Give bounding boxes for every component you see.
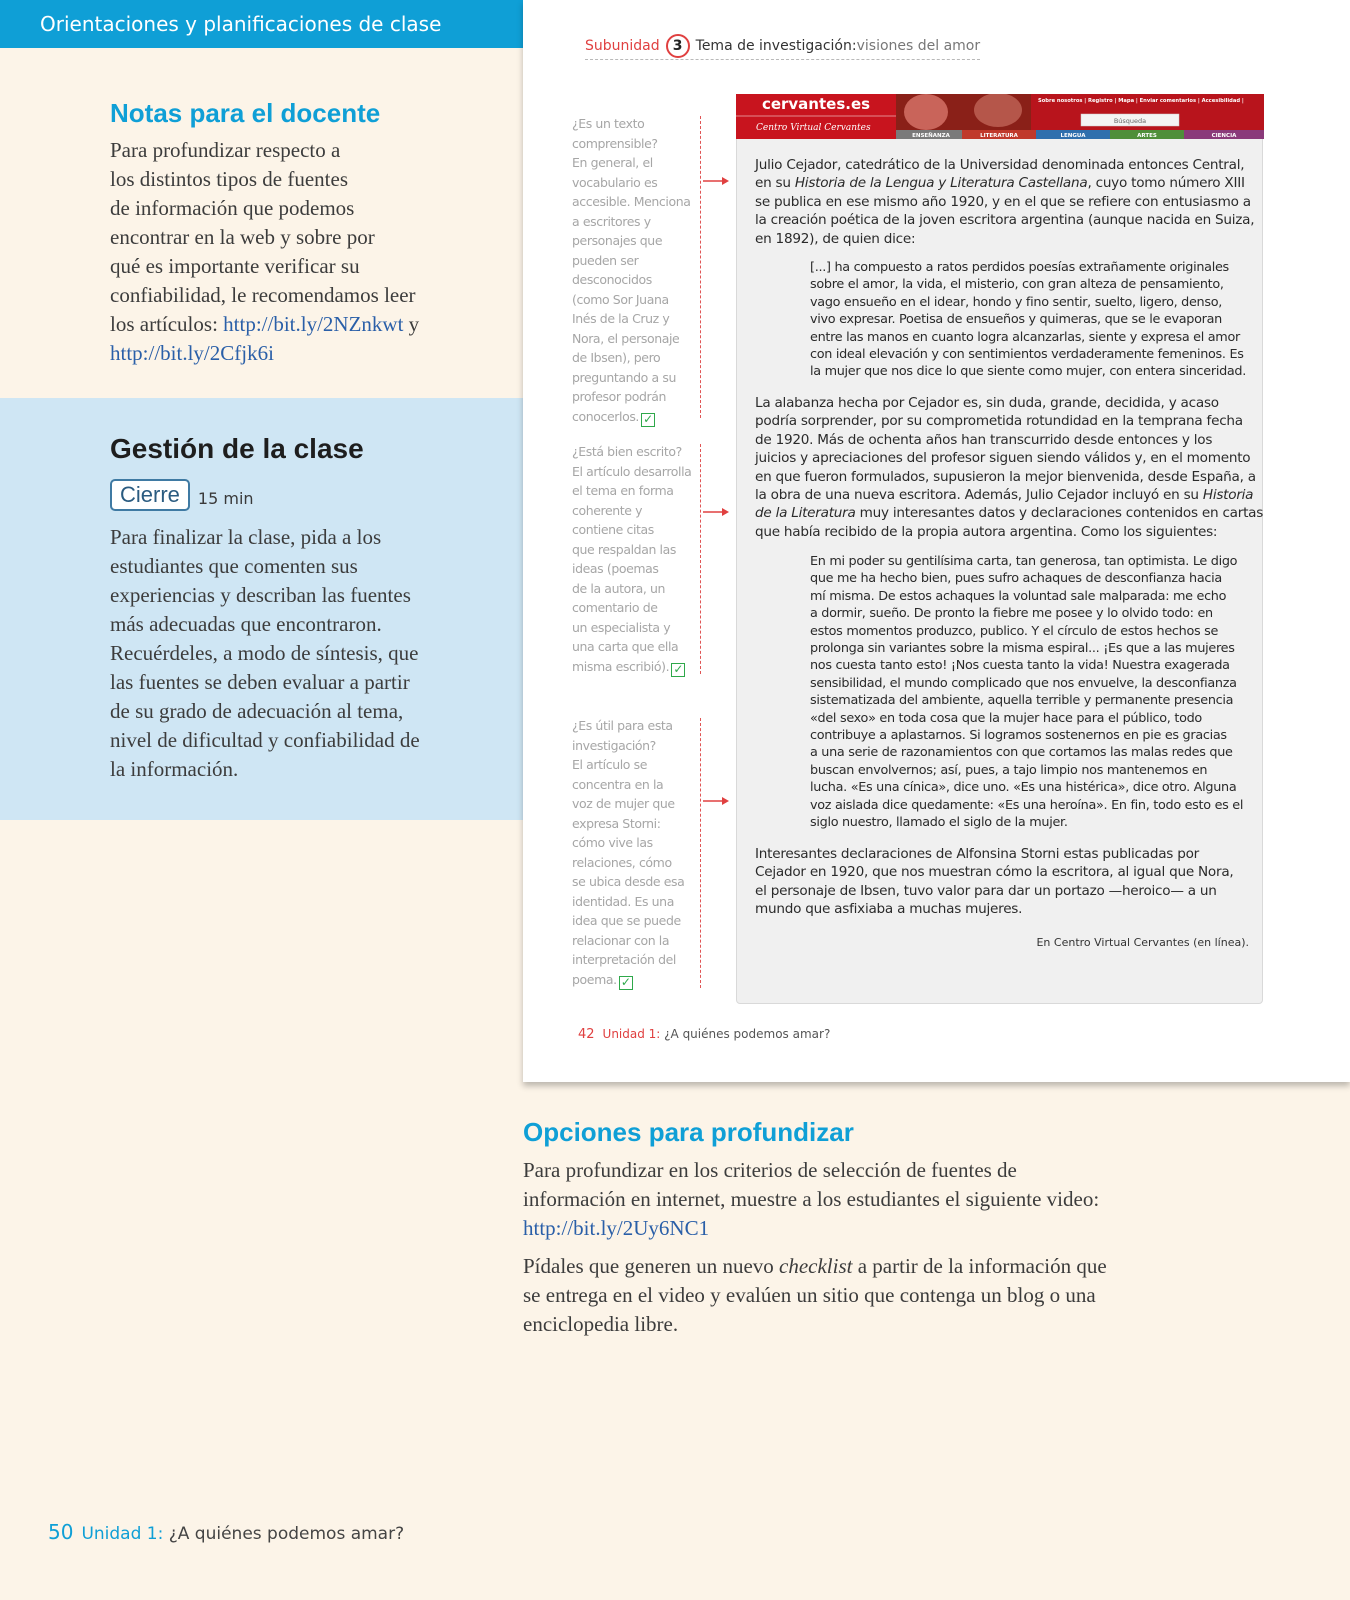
question-line: ¿Está bien escrito? — [572, 444, 682, 459]
article-line: de la Literatura muy interesantes datos y declaraciones contenidos en cartas — [755, 505, 1264, 522]
opciones-title: Opciones para profundizar — [523, 1117, 854, 1147]
opciones-line: se entrega en el video y evalúen un sitio que contenga un blog o una — [523, 1283, 1096, 1307]
opciones-body-1 — [523, 1156, 1323, 1243]
page-footer — [48, 1520, 404, 1544]
question-line: un especialista y — [572, 619, 671, 635]
banner-tab[interactable]: LENGUA — [1060, 133, 1086, 139]
header-title: Orientaciones y planificaciones de clase — [40, 12, 442, 36]
article-line: que había recibido de la propia autora argentina. Como los siguientes: — [755, 523, 1218, 540]
notas-line: los artículos: http://bit.ly/2NZnkwt y — [110, 312, 420, 336]
subunit-number: 3 — [666, 34, 690, 58]
book-unit-label: Unidad 1: — [602, 1027, 661, 1041]
quote-line: entre las manos en cuanto logra alcanzarlas, siente y expresa el amor — [810, 329, 1240, 345]
page-header-band — [0, 0, 523, 48]
article-line: la creación poética de la joven escritora argentina (aunque nacida en Suiza, — [755, 212, 1255, 229]
question-line: de Ibsen), pero — [572, 350, 661, 365]
question-line: voz de mujer que — [572, 796, 675, 811]
dashed-connector — [700, 116, 701, 418]
banner-tab[interactable]: ENSEÑANZA — [912, 133, 950, 139]
quote-line: vago ensueño en el idear, hondo y fino sentir, suelto, ligero, denso, — [810, 294, 1223, 310]
question-line: relaciones, cómo — [572, 854, 672, 870]
quote-line: vivo expresar. Poetisa de ensueños y quimeras, que se le evaporan — [810, 312, 1222, 328]
question-line: el tema en forma — [572, 483, 674, 498]
quote-line: En mi poder su gentilísima carta, tan generosa, tan optimista. Le digo — [810, 554, 1238, 569]
unit-title: ¿A quiénes podemos amar? — [163, 1524, 405, 1544]
quote-line: con ideal elevación y con sentimientos verdaderamente femeninos. Es — [810, 347, 1244, 363]
quote-line: sensibilidad, el mundo complicado que nos envuelve, la desconfianza — [810, 675, 1237, 691]
question-line: misma escribió). ✓ — [572, 657, 702, 677]
opciones-line: información en internet, muestre a los estudiantes el siguiente video: — [523, 1187, 1100, 1211]
book-unit-title: ¿A quiénes podemos amar? — [660, 1027, 831, 1041]
quote-line: contribuye a aplastarnos. Si logramos sostenernos en pie es gracias — [810, 728, 1227, 744]
question-line: profesor podrán — [572, 389, 667, 404]
question-line: una carta que ella — [572, 639, 679, 654]
gestion-line: estudiantes que comenten sus — [110, 554, 358, 578]
question-line: comentario de — [572, 600, 658, 615]
notas-line: qué es importante verificar su — [110, 254, 360, 278]
quote-line: la mujer que nos dice lo que siente como mujer, con entera sinceridad. — [810, 364, 1247, 380]
question-block-escrito — [572, 442, 702, 677]
question-line: identidad. Es una — [572, 893, 674, 909]
question-line: relacionar con la — [572, 932, 670, 948]
article-paragraph-2 — [755, 394, 1275, 541]
gestion-line: Para finalizar la clase, pida a los — [110, 525, 382, 549]
arrow-right-icon — [703, 507, 729, 517]
question-line: coherente y — [572, 502, 643, 518]
article-line: mundo que asfixiaba a muchas mujeres. — [755, 901, 1023, 918]
banner-search[interactable]: Búsqueda — [1113, 117, 1147, 125]
article-line: juicios y apreciaciones del profesor siguen siendo válidos y, en el momento — [755, 450, 1251, 467]
question-line: desconocidos — [572, 272, 652, 287]
quote-line: voz aislada dice quedamente: «Es una heroína». En fin, todo esto es el — [810, 797, 1244, 813]
article-line: en su Historia de la Lengua y Literatura Castellana, cuyo tomo número XIII — [755, 175, 1245, 192]
question-line: ¿Es útil para esta — [572, 718, 673, 733]
notas-line: los distintos tipos de fuentes — [110, 167, 348, 191]
notas-line: de información que podemos — [110, 196, 355, 220]
banner-sub: Centro Virtual Cervantes — [756, 123, 871, 133]
gestion-line: la información. — [110, 757, 239, 781]
article-paragraph-3 — [755, 845, 1275, 919]
gestion-line: de su grado de adecuación al tema, — [110, 699, 404, 723]
quote-line: a una serie de razonamientos con que cortamos las malas redes que — [810, 745, 1233, 761]
quote-line: siglo nuestro, llamado el siglo de la mujer. — [810, 815, 1068, 831]
dashed-connector — [700, 444, 701, 674]
cierre-time: 15 min — [197, 488, 254, 508]
question-line: (como Sor Juana — [572, 291, 669, 307]
gestion-line: las fuentes se deben evaluar a partir — [110, 670, 410, 694]
question-line: Nora, el personaje — [572, 330, 680, 346]
question-line: se ubica desde esa — [572, 874, 685, 889]
topic-label: Tema de investigación: — [695, 37, 857, 54]
arrow-right-icon — [703, 796, 729, 806]
opciones-body-2: Pídales que generen un nuevo checklist a partir de la información que se entrega en el video y evalúen un sitio que contenga un blog o una enciclopedia libre. — [523, 1252, 1323, 1339]
notas-body — [110, 136, 520, 368]
dashed-connector — [700, 718, 701, 988]
quote-line: mí misma. De estos achaques la voluntad sale malparada: me echo — [810, 588, 1227, 604]
cierre-badge: Cierre — [110, 479, 190, 511]
question-line: pueden ser — [572, 252, 639, 268]
question-line: comprensible? — [572, 135, 658, 151]
banner-tab[interactable]: CIENCIA — [1211, 133, 1237, 139]
question-line: concentra en la — [572, 776, 664, 792]
quote-line: estos momentos produzco, publico. Y el círculo de estos hechos se — [810, 623, 1219, 639]
question-line: El artículo se — [572, 757, 648, 772]
question-block-comprensible — [572, 114, 702, 427]
question-block-util — [572, 716, 702, 990]
article-line: en 1892), de quien dice: — [755, 230, 916, 247]
page-number: 50 — [48, 1520, 74, 1544]
question-line: idea que se puede — [572, 913, 681, 928]
article-line: Interesantes declaraciones de Alfonsina Storni estas publicadas por — [755, 846, 1199, 862]
quote-line: a dormir, sueño. De pronto la fiebre me posee y lo olvido todo: en — [810, 606, 1213, 622]
article-source: En Centro Virtual Cervantes (en línea). — [1036, 936, 1249, 949]
article-line: Cejador en 1920, que nos muestran cómo la escritora, al igual que Nora, — [755, 864, 1234, 881]
article-line: de 1920. Más de ochenta años han transcurrido desde entonces y los — [755, 431, 1213, 448]
article-line: en que fueron formulados, supusieron la mejor bienvenida, desde España, a — [755, 468, 1256, 485]
question-line: poema. ✓ — [572, 970, 702, 990]
notas-link-2[interactable]: http://bit.ly/2Cfjk6i — [110, 341, 274, 365]
opciones-video-link[interactable]: http://bit.ly/2Uy6NC1 — [523, 1216, 710, 1240]
checkbox-checked-icon: ✓ — [641, 413, 655, 427]
book-page-footer — [578, 1027, 830, 1042]
gestion-line: nivel de dificultad y confiabilidad de — [110, 728, 420, 752]
arrow-right-icon — [703, 176, 729, 186]
quote-line: nos cuesta tanto esto! ¡Nos cuesta tanto la vida! Nuestra exagerada — [810, 658, 1230, 674]
gestion-line: Recuérdeles, a modo de síntesis, que — [110, 641, 419, 665]
article-line: La alabanza hecha por Cejador es, sin duda, grande, decidida, y acaso — [755, 395, 1219, 411]
banner-tab[interactable]: ARTES — [1137, 133, 1157, 139]
question-line: preguntando a su — [572, 369, 676, 385]
notas-line: confiabilidad, le recomendamos leer — [110, 283, 416, 307]
question-line: cómo vive las — [572, 835, 653, 850]
question-line: expresa Storni: — [572, 815, 661, 831]
gestion-title: Gestión de la clase — [110, 433, 364, 464]
banner-site[interactable]: cervantes.es — [761, 95, 871, 113]
question-line: investigación? — [572, 737, 656, 753]
article-quote-1 — [810, 259, 1270, 381]
question-line: conocerlos. ✓ — [572, 407, 702, 427]
unit-label: Unidad 1: — [81, 1524, 164, 1544]
question-line: ideas (poemas — [572, 561, 659, 576]
question-line: Inés de la Cruz y — [572, 311, 670, 326]
article-line: la obra de una nueva escritora. Además, Julio Cejador incluyó en su Historia — [755, 487, 1254, 504]
quote-line: buscan envolvernos; así, pues, a tajo limpio nos mantenemos en — [810, 762, 1208, 778]
article-line: podría sorprender, por su comprometida rotundidad en la temprana fecha — [755, 413, 1243, 430]
quote-line: sistematizada del ambiente, aquella terrible y permanente presencia — [810, 693, 1234, 709]
quote-line: lucha. «Es una cínica», dice uno. «Es una histérica», dice otro. Alguna — [810, 780, 1237, 796]
topic-value: visiones del amor — [856, 37, 981, 54]
subunit-heading — [585, 34, 980, 60]
question-line: ¿Es un texto — [572, 116, 645, 131]
gestion-line: experiencias y describan las fuentes — [110, 583, 411, 607]
article-line: Julio Cejador, catedrático de la Universidad denominada entonces Central, — [755, 157, 1245, 173]
banner-tab[interactable]: LITERATURA — [980, 133, 1018, 139]
question-line: interpretación del — [572, 952, 676, 967]
cierre-row — [110, 479, 254, 511]
question-line: accesible. Menciona — [572, 194, 691, 209]
subunit-label: Subunidad — [585, 37, 660, 54]
article-paragraph-1 — [755, 156, 1275, 248]
gestion-line: más adecuadas que encontraron. — [110, 612, 382, 636]
question-line: vocabulario es — [572, 174, 658, 190]
quote-line: sobre el amor, la vida, el misterio, con gran alteza de pensamiento, — [810, 277, 1224, 293]
notas-line: Para profundizar respecto a — [110, 138, 341, 162]
article-line: se publica en ese mismo año 1920, y en el que se refiere con entusiasmo a — [755, 193, 1251, 210]
checkbox-checked-icon: ✓ — [671, 663, 685, 677]
cervantes-banner — [736, 94, 1264, 139]
question-line: de la autora, un — [572, 580, 666, 596]
opciones-line: enciclopedia libre. — [523, 1312, 679, 1336]
question-line: a escritores y — [572, 213, 651, 229]
quote-line: prolonga sin variantes sobre la misma espiral... ¡Es que a las mujeres — [810, 641, 1235, 657]
quote-line: que me ha hecho bien, pues sufro achaques de desconfianza hacia — [810, 571, 1222, 587]
book-page-number: 42 — [578, 1027, 595, 1042]
question-line: El artículo desarrolla — [572, 463, 692, 479]
question-line: contiene citas — [572, 522, 654, 537]
notas-title: Notas para el docente — [110, 98, 381, 128]
quote-line: [...] ha compuesto a ratos perdidos poesías extrañamente originales — [810, 260, 1229, 275]
checklist-term: checklist — [779, 1254, 853, 1278]
checkbox-checked-icon: ✓ — [619, 976, 633, 990]
quote-line: «del sexo» en toda cosa que la mujer hace para el público, todo — [810, 710, 1202, 726]
notas-link-1[interactable]: http://bit.ly/2NZnkwt — [223, 312, 404, 336]
question-line: que respaldan las — [572, 541, 676, 557]
notas-line: encontrar en la web y sobre por — [110, 225, 375, 249]
question-line: personajes que — [572, 233, 663, 248]
article-quote-2 — [810, 553, 1270, 832]
opciones-line: Para profundizar en los criterios de selección de fuentes de — [523, 1158, 1017, 1182]
article-line: el personaje de Ibsen, tuvo valor para dar un portazo —heroico— a un — [755, 882, 1217, 899]
question-line: En general, el — [572, 155, 653, 170]
gestion-body — [110, 523, 520, 784]
banner-links[interactable]: Sobre nosotros | Registro | Mapa | Enviar comentarios | Accesibilidad | — [1038, 98, 1244, 104]
